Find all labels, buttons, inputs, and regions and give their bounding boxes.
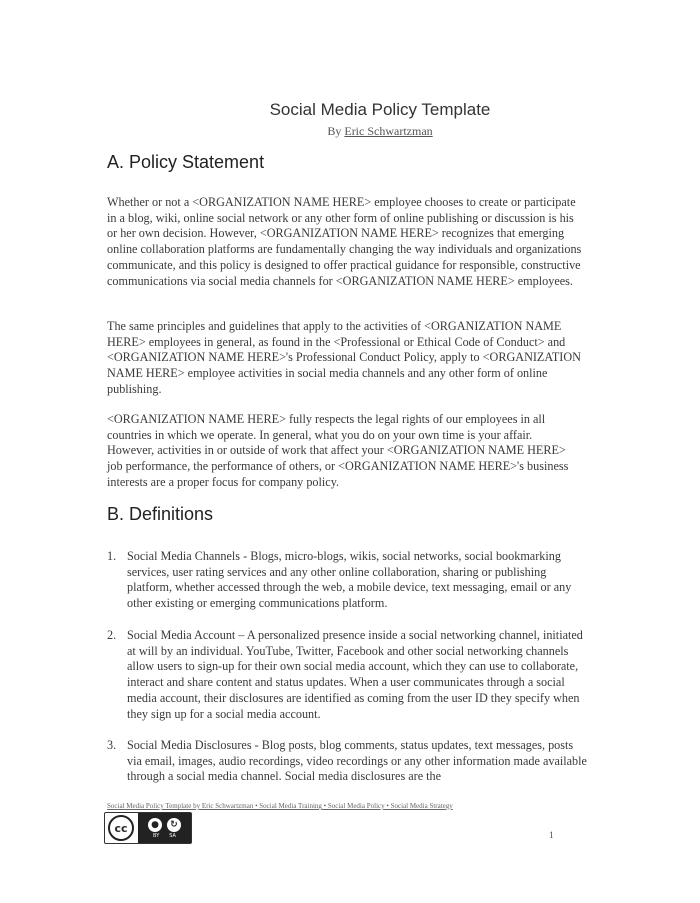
share-alike-icon: ↻ — [167, 818, 181, 832]
byline — [0, 124, 700, 139]
item-number: 2. — [107, 628, 117, 642]
footer-links[interactable]: Social Media Policy Template by Eric Schwartzman • Social Media Training • Social Media Policy • Social Media Strategy — [107, 802, 453, 810]
definition-item — [107, 628, 587, 722]
section-b-heading: B. Definitions — [107, 504, 214, 524]
section-a-heading: A. Policy Statement — [107, 152, 265, 172]
document-title: Social Media Policy Template — [269, 100, 491, 119]
creative-commons-icon: cc — [108, 815, 134, 841]
attribution-icon: ● — [148, 818, 162, 832]
item-number: 1. — [107, 549, 117, 563]
cc-license-badge[interactable]: cc ● ↻ BY SA — [104, 812, 192, 844]
item-text: Social Media Channels - Blogs, micro-blogs, wikis, social networks, social bookmarking services, user rating services and any other online collaboration, sharing or publishing platform, whether accessed through the web, a mobile device, text messaging, email or any other existing or emerging communications platform. — [127, 549, 572, 611]
author-link[interactable]: Eric Schwartzman — [344, 124, 433, 138]
paragraph: The same principles and guidelines that apply to the activities of <ORGANIZATION NAME HERE> employees in general, as found in the <Professional or Ethical Code of Conduct> and <ORGANIZATION NAME HERE>'s Professional Conduct Policy, apply to <ORGANIZATION NAME HERE> employee activities in social media channels and any other form of online publishing. — [107, 319, 581, 396]
item-number: 3. — [107, 738, 117, 752]
definition-item — [107, 549, 587, 612]
definition-item — [107, 738, 587, 785]
item-text: Social Media Disclosures - Blog posts, blog comments, status updates, text messages, posts via email, images, audio recordings, video recordings or any other information made available through a social media channel. Social media disclosures are the — [127, 738, 587, 784]
byline-prefix: By — [327, 124, 342, 138]
page-number: 1 — [549, 830, 554, 840]
paragraph: Whether or not a <ORGANIZATION NAME HERE> employee chooses to create or participate in a blog, wiki, online social network or any other form of online publishing or discussion is his or her own decision. However, <ORGANIZATION NAME HERE> recognizes that emerging online collaboration platforms are fundamentally changing the way individuals and organizations communicate, and this policy is designed to offer practical guidance for responsible, constructive communications via social media channels for <ORGANIZATION NAME HERE> employees. — [107, 195, 582, 288]
paragraph: <ORGANIZATION NAME HERE> fully respects the legal rights of our employees in all countries in which we operate. In general, what you do on your own time is your affair. However, activities in or outside of work that affect your <ORGANIZATION NAME HERE> job performance, the performance of others, or <ORGANIZATION NAME HERE>'s business interests are a proper focus for company policy. — [107, 412, 569, 489]
item-text: Social Media Account – A personalized presence inside a social networking channel, initiated at will by an individual. YouTube, Twitter, Facebook and other social networking channels allow users to sign-up for their own social media account, which they can use to collaborate, interact and share content and status updates. When a user communicates through a social media account, their disclosures are identified as coming from the user ID they specify when they sign up for a social media account. — [127, 628, 583, 721]
